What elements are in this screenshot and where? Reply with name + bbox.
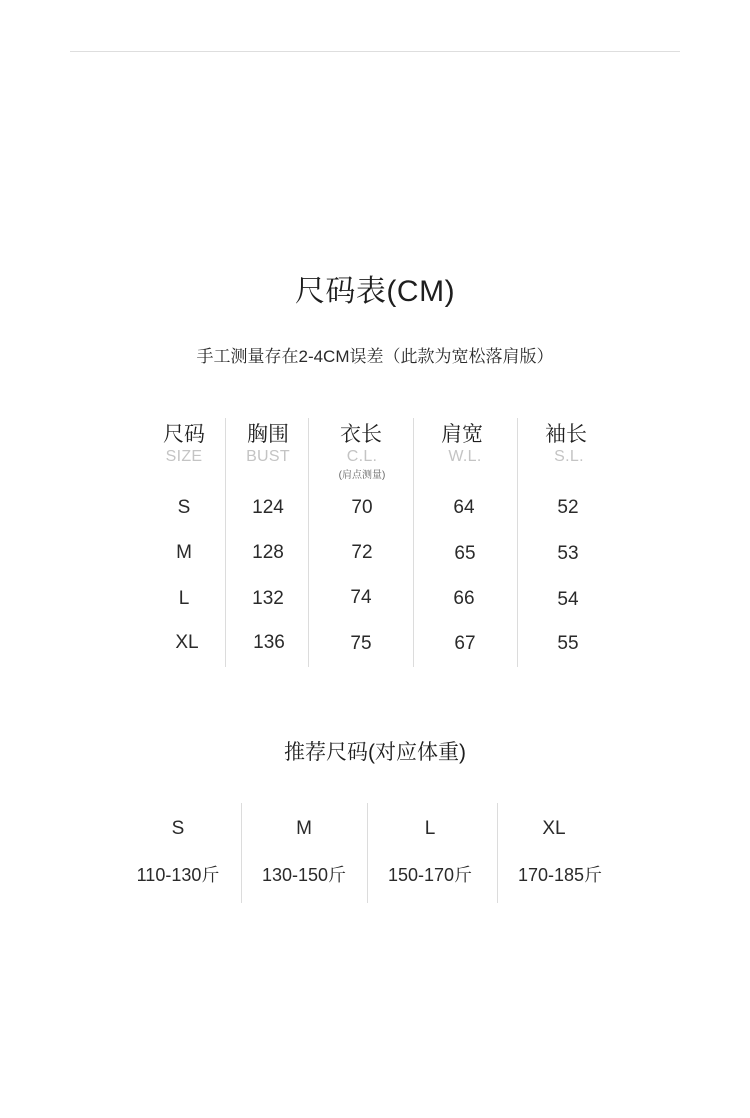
column-divider bbox=[225, 418, 226, 667]
table-cell: L bbox=[178, 588, 190, 609]
header-length-note: (肩点测量) bbox=[338, 470, 386, 481]
table-cell: 55 bbox=[557, 633, 579, 654]
table-cell: 65 bbox=[454, 543, 476, 564]
recommend-weight: 150-170斤 bbox=[387, 865, 473, 885]
recommend-title: 推荐尺码(对应体重) bbox=[284, 741, 466, 764]
page-title: 尺码表(CM) bbox=[294, 275, 456, 308]
header-size-en: SIZE bbox=[165, 448, 203, 465]
column-divider bbox=[241, 803, 242, 903]
table-cell: 75 bbox=[350, 633, 372, 654]
header-sleeve-en: S.L. bbox=[554, 448, 584, 465]
header-bust-cn: 胸围 bbox=[247, 423, 289, 446]
table-cell: 64 bbox=[453, 497, 475, 518]
table-cell: 124 bbox=[252, 497, 284, 518]
column-divider bbox=[308, 418, 309, 667]
header-bust-en: BUST bbox=[246, 448, 290, 465]
column-divider bbox=[497, 803, 498, 903]
header-shoulder-en: W.L. bbox=[448, 448, 482, 465]
table-cell: 128 bbox=[252, 542, 284, 563]
header-shoulder-cn: 肩宽 bbox=[441, 423, 483, 446]
table-cell: S bbox=[177, 497, 191, 518]
table-cell: 132 bbox=[252, 588, 284, 609]
recommend-size: S bbox=[171, 818, 185, 839]
recommend-weight: 110-130斤 bbox=[136, 865, 220, 885]
top-divider bbox=[70, 51, 680, 52]
table-cell: XL bbox=[175, 632, 199, 653]
measurement-note: 手工测量存在2-4CM误差（此款为宽松落肩版） bbox=[196, 347, 554, 366]
header-size-cn: 尺码 bbox=[163, 423, 205, 446]
table-cell: 70 bbox=[351, 497, 373, 518]
header-sleeve-cn: 袖长 bbox=[545, 423, 587, 446]
table-cell: 52 bbox=[557, 497, 579, 518]
recommend-size: L bbox=[424, 818, 436, 839]
recommend-size: M bbox=[296, 818, 312, 839]
table-cell: 67 bbox=[454, 633, 476, 654]
recommend-size: XL bbox=[542, 818, 566, 839]
table-cell: 53 bbox=[557, 543, 579, 564]
column-divider bbox=[517, 418, 518, 667]
table-cell: 66 bbox=[453, 588, 475, 609]
header-length-en: C.L. bbox=[346, 448, 378, 465]
table-cell: 74 bbox=[350, 587, 372, 608]
table-cell: M bbox=[176, 542, 192, 563]
table-cell: 136 bbox=[253, 632, 285, 653]
column-divider bbox=[367, 803, 368, 903]
table-cell: 54 bbox=[557, 589, 579, 610]
column-divider bbox=[413, 418, 414, 667]
table-cell: 72 bbox=[351, 542, 373, 563]
recommend-weight: 170-185斤 bbox=[517, 865, 603, 885]
header-length-cn: 衣长 bbox=[340, 423, 382, 446]
recommend-weight: 130-150斤 bbox=[261, 865, 347, 885]
